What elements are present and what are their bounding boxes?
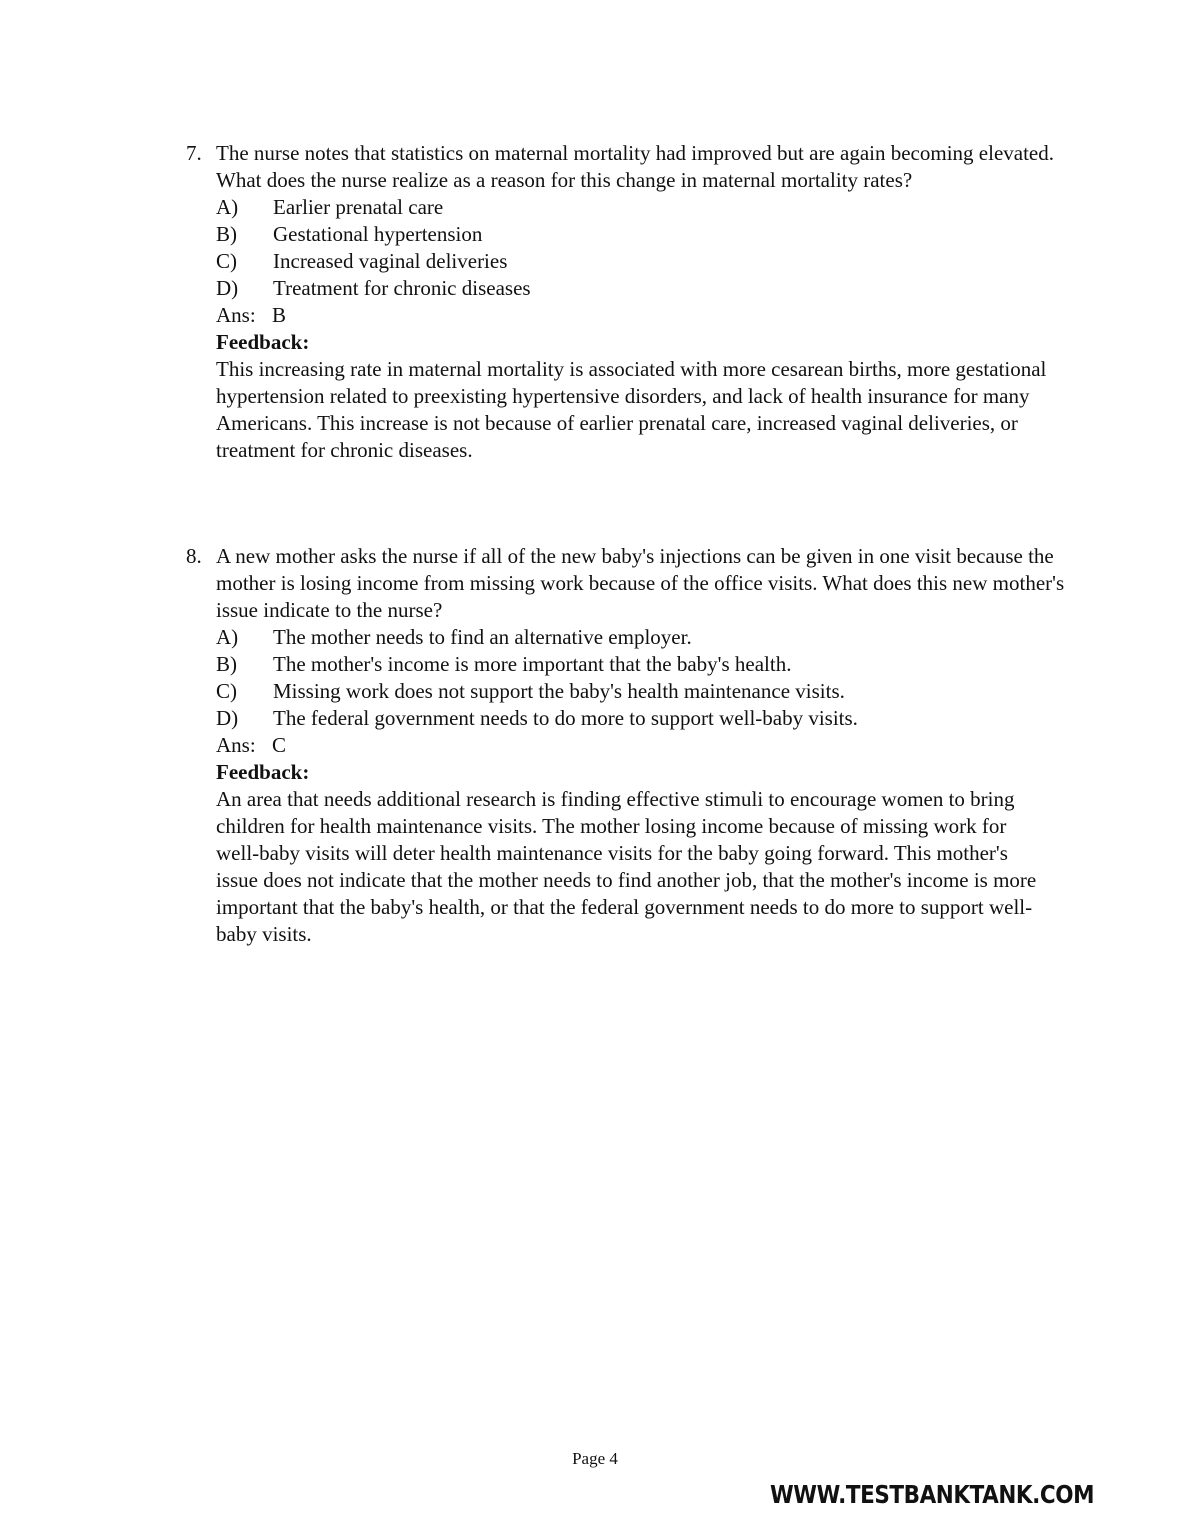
question-7 [186, 140, 1066, 464]
answer-value: B [272, 303, 287, 327]
option-text: The mother needs to find an alternative employer. [273, 625, 692, 649]
feedback-text: This increasing rate in maternal mortality is associated with more cesarean births, more gestational hypertension related to preexisting hypertensive disorders, and lack of health insurance for many Americans. This increase is not because of earlier prenatal care, increased vaginal deliveries, or treatment for chronic diseases. [216, 357, 1047, 462]
feedback-heading: Feedback: [216, 330, 310, 354]
answer-label: Ans: [216, 733, 256, 757]
option-letter: A) [216, 625, 239, 649]
option-letter: D) [216, 706, 239, 730]
option-d [216, 275, 1066, 302]
page-number: Page 4 [572, 1449, 618, 1468]
answer-line [216, 732, 1066, 759]
question-header [186, 543, 1066, 624]
question-number: 7. [186, 141, 202, 165]
option-a [216, 624, 1066, 651]
option-text: The federal government needs to do more to support well-baby visits. [273, 706, 858, 730]
option-c [216, 248, 1066, 275]
answer-label: Ans: [216, 303, 256, 327]
watermark-link[interactable]: WWW.TESTBANKTANK.COM [770, 1480, 1095, 1509]
answer-value: C [272, 733, 287, 757]
option-letter: D) [216, 276, 239, 300]
option-d [216, 705, 1066, 732]
question-number: 8. [186, 544, 202, 568]
option-text: Earlier prenatal care [273, 195, 444, 219]
option-text: Gestational hypertension [273, 222, 483, 246]
answer-line [216, 302, 1066, 329]
option-c [216, 678, 1066, 705]
question-header [186, 140, 1066, 194]
option-text: Treatment for chronic diseases [273, 276, 531, 300]
option-b [216, 221, 1066, 248]
option-text: The mother's income is more important that the baby's health. [273, 652, 792, 676]
option-a [216, 194, 1066, 221]
feedback-text: An area that needs additional research is finding effective stimuli to encourage women to bring children for health maintenance visits. The mother losing income because of missing work for well-baby visits will deter health maintenance visits for the baby going forward. This mother's issue does not indicate that the mother needs to find another job, that the mother's income is more important that the baby's health, or that the federal government needs to do more to support well-baby visits. [216, 787, 1037, 946]
feedback-heading: Feedback: [216, 760, 310, 784]
question-body [216, 194, 1066, 464]
option-letter: B) [216, 222, 237, 246]
option-letter: C) [216, 679, 237, 703]
option-text: Increased vaginal deliveries [273, 249, 508, 273]
option-text: Missing work does not support the baby's health maintenance visits. [273, 679, 845, 703]
question-8 [186, 543, 1066, 948]
option-letter: A) [216, 195, 239, 219]
option-letter: C) [216, 249, 237, 273]
question-body [216, 624, 1066, 948]
option-letter: B) [216, 652, 237, 676]
question-stem: A new mother asks the nurse if all of the new baby's injections can be given in one visit because the mother is losing income from missing work because of the office visits. What does this new mother's issue indicate to the nurse? [216, 544, 1065, 622]
option-b [216, 651, 1066, 678]
question-stem: The nurse notes that statistics on maternal mortality had improved but are again becoming elevated. What does the nurse realize as a reason for this change in maternal mortality rates? [216, 141, 1054, 192]
